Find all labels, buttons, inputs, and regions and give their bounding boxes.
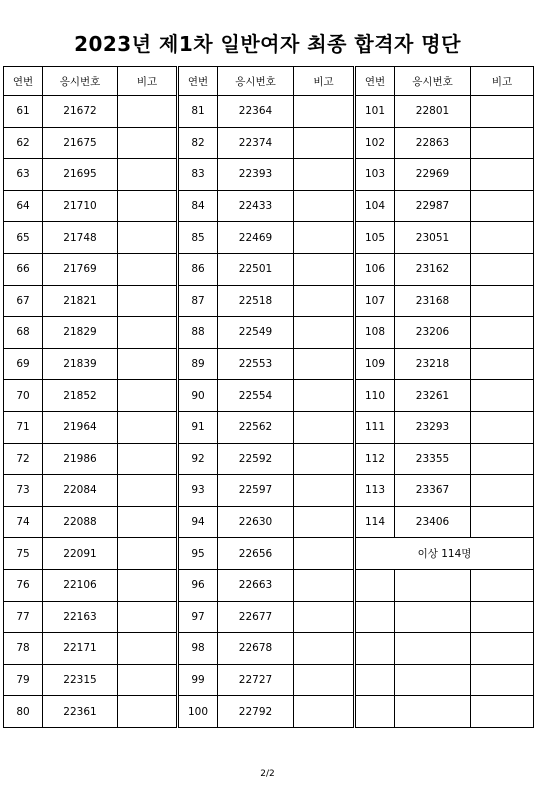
remarks-cell (118, 127, 178, 159)
seq-cell: 104 (355, 190, 395, 222)
remarks-cell (294, 538, 355, 570)
remarks-cell (294, 285, 355, 317)
exam-number-cell: 22663 (218, 569, 294, 601)
seq-cell: 69 (4, 348, 43, 380)
remarks-cell (118, 190, 178, 222)
exam-number-cell: 22163 (43, 601, 118, 633)
remarks-cell (118, 506, 178, 538)
remarks-cell (118, 380, 178, 412)
remarks-cell (118, 96, 178, 128)
exam-number-cell: 22562 (218, 411, 294, 443)
seq-cell: 79 (4, 664, 43, 696)
remarks-cell (294, 222, 355, 254)
remarks-cell (471, 411, 534, 443)
seq-cell: 101 (355, 96, 395, 128)
seq-cell: 61 (4, 96, 43, 128)
exam-number-cell: 23051 (395, 222, 471, 254)
seq-cell: 108 (355, 317, 395, 349)
seq-cell: 85 (178, 222, 218, 254)
seq-cell (355, 633, 395, 665)
remarks-cell (471, 348, 534, 380)
remarks-cell (471, 443, 534, 475)
table-row (4, 411, 534, 443)
table-row (4, 96, 534, 128)
seq-cell: 71 (4, 411, 43, 443)
exam-number-cell: 22863 (395, 127, 471, 159)
exam-number-cell: 21672 (43, 96, 118, 128)
exam-number-cell: 22969 (395, 159, 471, 191)
remarks-cell (471, 696, 534, 728)
remarks-cell (118, 569, 178, 601)
seq-cell: 83 (178, 159, 218, 191)
remarks-cell (294, 633, 355, 665)
remarks-cell (118, 411, 178, 443)
exam-number-cell: 22727 (218, 664, 294, 696)
table-row (4, 475, 534, 507)
exam-number-cell: 21769 (43, 253, 118, 285)
seq-cell: 100 (178, 696, 218, 728)
exam-number-cell: 22549 (218, 317, 294, 349)
exam-number-cell: 22801 (395, 96, 471, 128)
remarks-cell (118, 475, 178, 507)
remarks-cell (118, 601, 178, 633)
exam-number-cell: 22597 (218, 475, 294, 507)
remarks-cell (471, 222, 534, 254)
remarks-cell (294, 317, 355, 349)
exam-number-cell: 23406 (395, 506, 471, 538)
seq-cell: 84 (178, 190, 218, 222)
seq-cell: 63 (4, 159, 43, 191)
table-row (4, 159, 534, 191)
seq-cell: 88 (178, 317, 218, 349)
seq-cell: 106 (355, 253, 395, 285)
remarks-cell (471, 190, 534, 222)
seq-cell: 87 (178, 285, 218, 317)
header-seq: 연번 (355, 67, 395, 96)
remarks-cell (294, 96, 355, 128)
header-remarks: 비고 (471, 67, 534, 96)
seq-cell: 103 (355, 159, 395, 191)
seq-cell: 92 (178, 443, 218, 475)
exam-number-cell (395, 601, 471, 633)
exam-number-cell: 22677 (218, 601, 294, 633)
seq-cell: 99 (178, 664, 218, 696)
remarks-cell (471, 633, 534, 665)
table-row (4, 696, 534, 728)
exam-number-cell: 23293 (395, 411, 471, 443)
seq-cell (355, 664, 395, 696)
exam-number-cell: 21695 (43, 159, 118, 191)
seq-cell: 67 (4, 285, 43, 317)
seq-cell: 98 (178, 633, 218, 665)
seq-cell: 72 (4, 443, 43, 475)
remarks-cell (294, 380, 355, 412)
exam-number-cell: 22374 (218, 127, 294, 159)
table-row (4, 190, 534, 222)
exam-number-cell: 23206 (395, 317, 471, 349)
exam-number-cell: 22469 (218, 222, 294, 254)
table-row (4, 380, 534, 412)
seq-cell: 66 (4, 253, 43, 285)
seq-cell: 89 (178, 348, 218, 380)
remarks-cell (294, 159, 355, 191)
remarks-cell (118, 633, 178, 665)
table-row (4, 222, 534, 254)
table-row (4, 285, 534, 317)
exam-number-cell: 23367 (395, 475, 471, 507)
seq-cell: 94 (178, 506, 218, 538)
remarks-cell (118, 696, 178, 728)
seq-cell: 97 (178, 601, 218, 633)
header-remarks: 비고 (118, 67, 178, 96)
remarks-cell (294, 411, 355, 443)
seq-cell: 62 (4, 127, 43, 159)
remarks-cell (118, 159, 178, 191)
exam-number-cell: 22315 (43, 664, 118, 696)
seq-cell (355, 601, 395, 633)
remarks-cell (471, 253, 534, 285)
remarks-cell (118, 317, 178, 349)
remarks-cell (118, 443, 178, 475)
exam-number-cell: 22501 (218, 253, 294, 285)
roster-table (3, 66, 534, 728)
exam-number-cell: 21986 (43, 443, 118, 475)
remarks-cell (471, 285, 534, 317)
exam-number-cell: 22088 (43, 506, 118, 538)
header-exam-number: 응시번호 (218, 67, 294, 96)
remarks-cell (294, 569, 355, 601)
seq-cell: 77 (4, 601, 43, 633)
seq-cell: 107 (355, 285, 395, 317)
remarks-cell (294, 475, 355, 507)
exam-number-cell: 22361 (43, 696, 118, 728)
exam-number-cell: 21748 (43, 222, 118, 254)
exam-number-cell: 22792 (218, 696, 294, 728)
seq-cell: 109 (355, 348, 395, 380)
seq-cell: 80 (4, 696, 43, 728)
exam-number-cell: 21821 (43, 285, 118, 317)
seq-cell: 111 (355, 411, 395, 443)
seq-cell: 90 (178, 380, 218, 412)
seq-cell: 95 (178, 538, 218, 570)
exam-number-cell: 22084 (43, 475, 118, 507)
exam-number-cell: 22987 (395, 190, 471, 222)
remarks-cell (118, 253, 178, 285)
seq-cell: 74 (4, 506, 43, 538)
remarks-cell (471, 664, 534, 696)
exam-number-cell: 23218 (395, 348, 471, 380)
remarks-cell (471, 506, 534, 538)
remarks-cell (118, 538, 178, 570)
seq-cell: 64 (4, 190, 43, 222)
seq-cell: 114 (355, 506, 395, 538)
seq-cell: 76 (4, 569, 43, 601)
remarks-cell (294, 506, 355, 538)
remarks-cell (294, 443, 355, 475)
remarks-cell (471, 569, 534, 601)
exam-number-cell: 23261 (395, 380, 471, 412)
table-row (4, 348, 534, 380)
exam-number-cell (395, 569, 471, 601)
remarks-cell (471, 317, 534, 349)
exam-number-cell: 22656 (218, 538, 294, 570)
remarks-cell (118, 285, 178, 317)
remarks-cell (471, 159, 534, 191)
exam-number-cell: 21675 (43, 127, 118, 159)
remarks-cell (471, 380, 534, 412)
seq-cell (355, 569, 395, 601)
header-seq: 연번 (4, 67, 43, 96)
table-row (4, 538, 534, 570)
exam-number-cell: 22433 (218, 190, 294, 222)
remarks-cell (294, 664, 355, 696)
table-row (4, 601, 534, 633)
table-row (4, 253, 534, 285)
exam-number-cell (395, 696, 471, 728)
header-seq: 연번 (178, 67, 218, 96)
exam-number-cell: 21829 (43, 317, 118, 349)
table-row (4, 127, 534, 159)
seq-cell: 75 (4, 538, 43, 570)
exam-number-cell: 21852 (43, 380, 118, 412)
seq-cell: 93 (178, 475, 218, 507)
remarks-cell (118, 222, 178, 254)
remarks-cell (118, 664, 178, 696)
seq-cell (355, 696, 395, 728)
exam-number-cell: 22364 (218, 96, 294, 128)
remarks-cell (471, 96, 534, 128)
exam-number-cell: 21710 (43, 190, 118, 222)
seq-cell: 73 (4, 475, 43, 507)
remarks-cell (294, 127, 355, 159)
header-remarks: 비고 (294, 67, 355, 96)
exam-number-cell: 22106 (43, 569, 118, 601)
exam-number-cell: 22393 (218, 159, 294, 191)
remarks-cell (118, 348, 178, 380)
exam-number-cell: 21839 (43, 348, 118, 380)
remarks-cell (294, 190, 355, 222)
seq-cell: 82 (178, 127, 218, 159)
seq-cell: 86 (178, 253, 218, 285)
exam-number-cell: 22554 (218, 380, 294, 412)
header-exam-number: 응시번호 (43, 67, 118, 96)
header-row (4, 67, 534, 96)
seq-cell: 112 (355, 443, 395, 475)
table-row (4, 569, 534, 601)
seq-cell: 96 (178, 569, 218, 601)
remarks-cell (471, 127, 534, 159)
exam-number-cell: 23355 (395, 443, 471, 475)
remarks-cell (471, 475, 534, 507)
remarks-cell (294, 348, 355, 380)
table-row (4, 506, 534, 538)
remarks-cell (471, 601, 534, 633)
remarks-cell (294, 601, 355, 633)
exam-number-cell: 23168 (395, 285, 471, 317)
seq-cell: 68 (4, 317, 43, 349)
exam-number-cell: 23162 (395, 253, 471, 285)
exam-number-cell: 22091 (43, 538, 118, 570)
remarks-cell (294, 696, 355, 728)
seq-cell: 81 (178, 96, 218, 128)
remarks-cell (294, 253, 355, 285)
table-row (4, 317, 534, 349)
table-row (4, 664, 534, 696)
page-number: 2/2 (260, 769, 275, 779)
header-exam-number: 응시번호 (395, 67, 471, 96)
exam-number-cell (395, 664, 471, 696)
seq-cell: 102 (355, 127, 395, 159)
seq-cell: 91 (178, 411, 218, 443)
seq-cell: 65 (4, 222, 43, 254)
exam-number-cell (395, 633, 471, 665)
page-title: 2023년 제1차 일반여자 최종 합격자 명단 (74, 32, 461, 56)
table-row (4, 633, 534, 665)
summary-total: 이상 114명 (355, 538, 534, 570)
seq-cell: 70 (4, 380, 43, 412)
exam-number-cell: 22171 (43, 633, 118, 665)
seq-cell: 110 (355, 380, 395, 412)
exam-number-cell: 22553 (218, 348, 294, 380)
exam-number-cell: 22592 (218, 443, 294, 475)
table-row (4, 443, 534, 475)
exam-number-cell: 22678 (218, 633, 294, 665)
seq-cell: 113 (355, 475, 395, 507)
seq-cell: 105 (355, 222, 395, 254)
exam-number-cell: 21964 (43, 411, 118, 443)
seq-cell: 78 (4, 633, 43, 665)
exam-number-cell: 22518 (218, 285, 294, 317)
exam-number-cell: 22630 (218, 506, 294, 538)
